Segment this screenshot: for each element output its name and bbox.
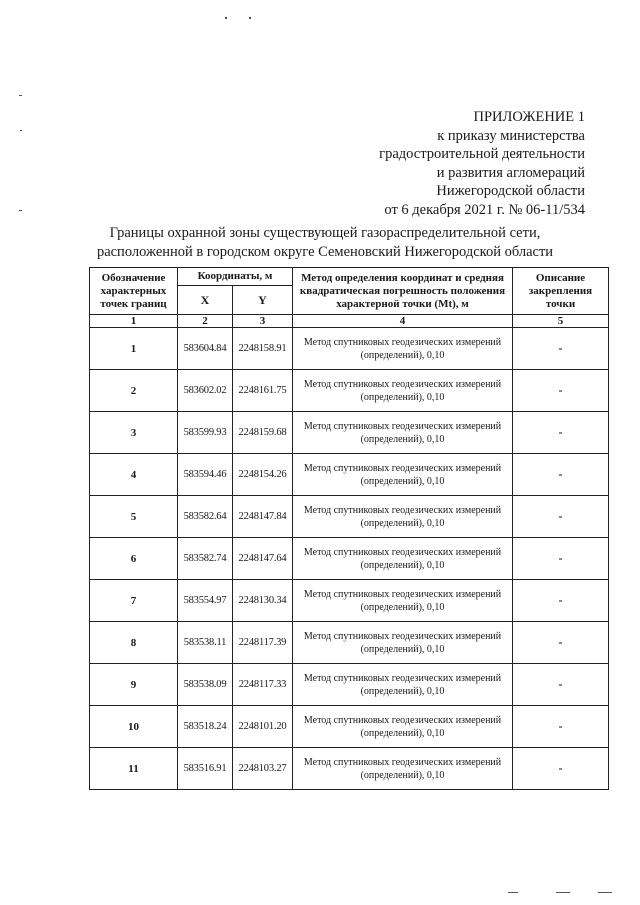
appendix-line: Нижегородской области [436, 183, 585, 199]
scan-speck [19, 210, 22, 211]
method-cell: Метод спутниковых геодезических измерений (определений), 0,10 [293, 538, 513, 580]
table-row [90, 496, 609, 538]
coord-x: 583602.02 [178, 370, 233, 412]
method-cell: Метод спутниковых геодезических измерений (определений), 0,10 [293, 622, 513, 664]
point-id: 4 [90, 454, 178, 496]
appendix-block [379, 108, 585, 219]
point-id: 3 [90, 412, 178, 454]
header-method: Метод определения координат и средняя квадратическая погрешность положения характерной точки (Mt), м [293, 268, 513, 315]
header-x: X [178, 286, 233, 315]
fixing-cell: - [513, 748, 609, 790]
method-cell: Метод спутниковых геодезических измерений (определений), 0,10 [293, 454, 513, 496]
scan-speck [19, 95, 22, 96]
coord-y: 2248147.64 [233, 538, 293, 580]
coord-y: 2248154.26 [233, 454, 293, 496]
table-row [90, 706, 609, 748]
method-cell: Метод спутниковых геодезических измерений (определений), 0,10 [293, 412, 513, 454]
point-id: 10 [90, 706, 178, 748]
point-id: 11 [90, 748, 178, 790]
fixing-cell: - [513, 328, 609, 370]
document-heading [60, 224, 590, 261]
coordinates-table [89, 267, 609, 790]
coord-x: 583516.91 [178, 748, 233, 790]
scan-speck [225, 17, 227, 19]
point-id: 5 [90, 496, 178, 538]
appendix-line: градостроительной деятельности [379, 146, 585, 162]
heading-line: расположенной в городском округе Семеновский Нижегородской области [96, 243, 554, 260]
coord-y: 2248117.33 [233, 664, 293, 706]
header-fixing: Описание закрепления точки [513, 268, 609, 315]
fixing-cell: - [513, 412, 609, 454]
coord-y: 2248159.68 [233, 412, 293, 454]
coord-y: 2248130.34 [233, 580, 293, 622]
method-cell: Метод спутниковых геодезических измерений (определений), 0,10 [293, 706, 513, 748]
coord-y: 2248103.27 [233, 748, 293, 790]
point-id: 7 [90, 580, 178, 622]
table-row [90, 538, 609, 580]
fixing-cell: - [513, 580, 609, 622]
coord-y: 2248101.20 [233, 706, 293, 748]
fixing-cell: - [513, 622, 609, 664]
scan-speck [249, 17, 251, 19]
coord-x: 583538.09 [178, 664, 233, 706]
header-coordinates: Координаты, м [178, 268, 293, 286]
coord-x: 583538.11 [178, 622, 233, 664]
coord-x: 583594.46 [178, 454, 233, 496]
point-id: 1 [90, 328, 178, 370]
point-id: 9 [90, 664, 178, 706]
method-cell: Метод спутниковых геодезических измерений (определений), 0,10 [293, 748, 513, 790]
table-row [90, 748, 609, 790]
coord-x: 583604.84 [178, 328, 233, 370]
column-number: 2 [178, 315, 233, 328]
method-cell: Метод спутниковых геодезических измерений (определений), 0,10 [293, 580, 513, 622]
method-cell: Метод спутниковых геодезических измерений (определений), 0,10 [293, 664, 513, 706]
table-row [90, 328, 609, 370]
appendix-title: ПРИЛОЖЕНИЕ 1 [473, 109, 585, 125]
table-row [90, 412, 609, 454]
coord-x: 583582.64 [178, 496, 233, 538]
appendix-line: и развития агломераций [436, 164, 585, 181]
method-cell: Метод спутниковых геодезических измерений (определений), 0,10 [293, 370, 513, 412]
header-point: Обозначение характерных точек границ [90, 268, 178, 315]
fixing-cell: - [513, 496, 609, 538]
fixing-cell: - [513, 454, 609, 496]
header-y: Y [233, 286, 293, 315]
point-id: 8 [90, 622, 178, 664]
point-id: 6 [90, 538, 178, 580]
table-row [90, 580, 609, 622]
coord-y: 2248158.91 [233, 328, 293, 370]
point-id: 2 [90, 370, 178, 412]
table-row [90, 370, 609, 412]
column-number: 3 [233, 315, 293, 328]
scan-speck [556, 892, 570, 893]
fixing-cell: - [513, 370, 609, 412]
coord-y: 2248117.39 [233, 622, 293, 664]
heading-line: Границы охранной зоны существующей газораспределительной сети, [109, 225, 541, 241]
column-number: 1 [90, 315, 178, 328]
coord-y: 2248147.84 [233, 496, 293, 538]
coord-x: 583518.24 [178, 706, 233, 748]
method-cell: Метод спутниковых геодезических измерений (определений), 0,10 [293, 328, 513, 370]
fixing-cell: - [513, 706, 609, 748]
fixing-cell: - [513, 664, 609, 706]
coord-x: 583554.97 [178, 580, 233, 622]
coord-x: 583599.93 [178, 412, 233, 454]
coord-y: 2248161.75 [233, 370, 293, 412]
appendix-order-date: от 6 декабря 2021 г. № 06-11/534 [384, 201, 585, 218]
table-row [90, 664, 609, 706]
column-number: 4 [293, 315, 513, 328]
table-row [90, 622, 609, 664]
method-cell: Метод спутниковых геодезических измерений (определений), 0,10 [293, 496, 513, 538]
scan-speck [598, 892, 612, 893]
coord-x: 583582.74 [178, 538, 233, 580]
scan-speck [508, 892, 518, 893]
fixing-cell: - [513, 538, 609, 580]
column-number: 5 [513, 315, 609, 328]
table-row [90, 454, 609, 496]
scan-speck [20, 130, 22, 131]
appendix-line: к приказу министерства [437, 127, 585, 144]
